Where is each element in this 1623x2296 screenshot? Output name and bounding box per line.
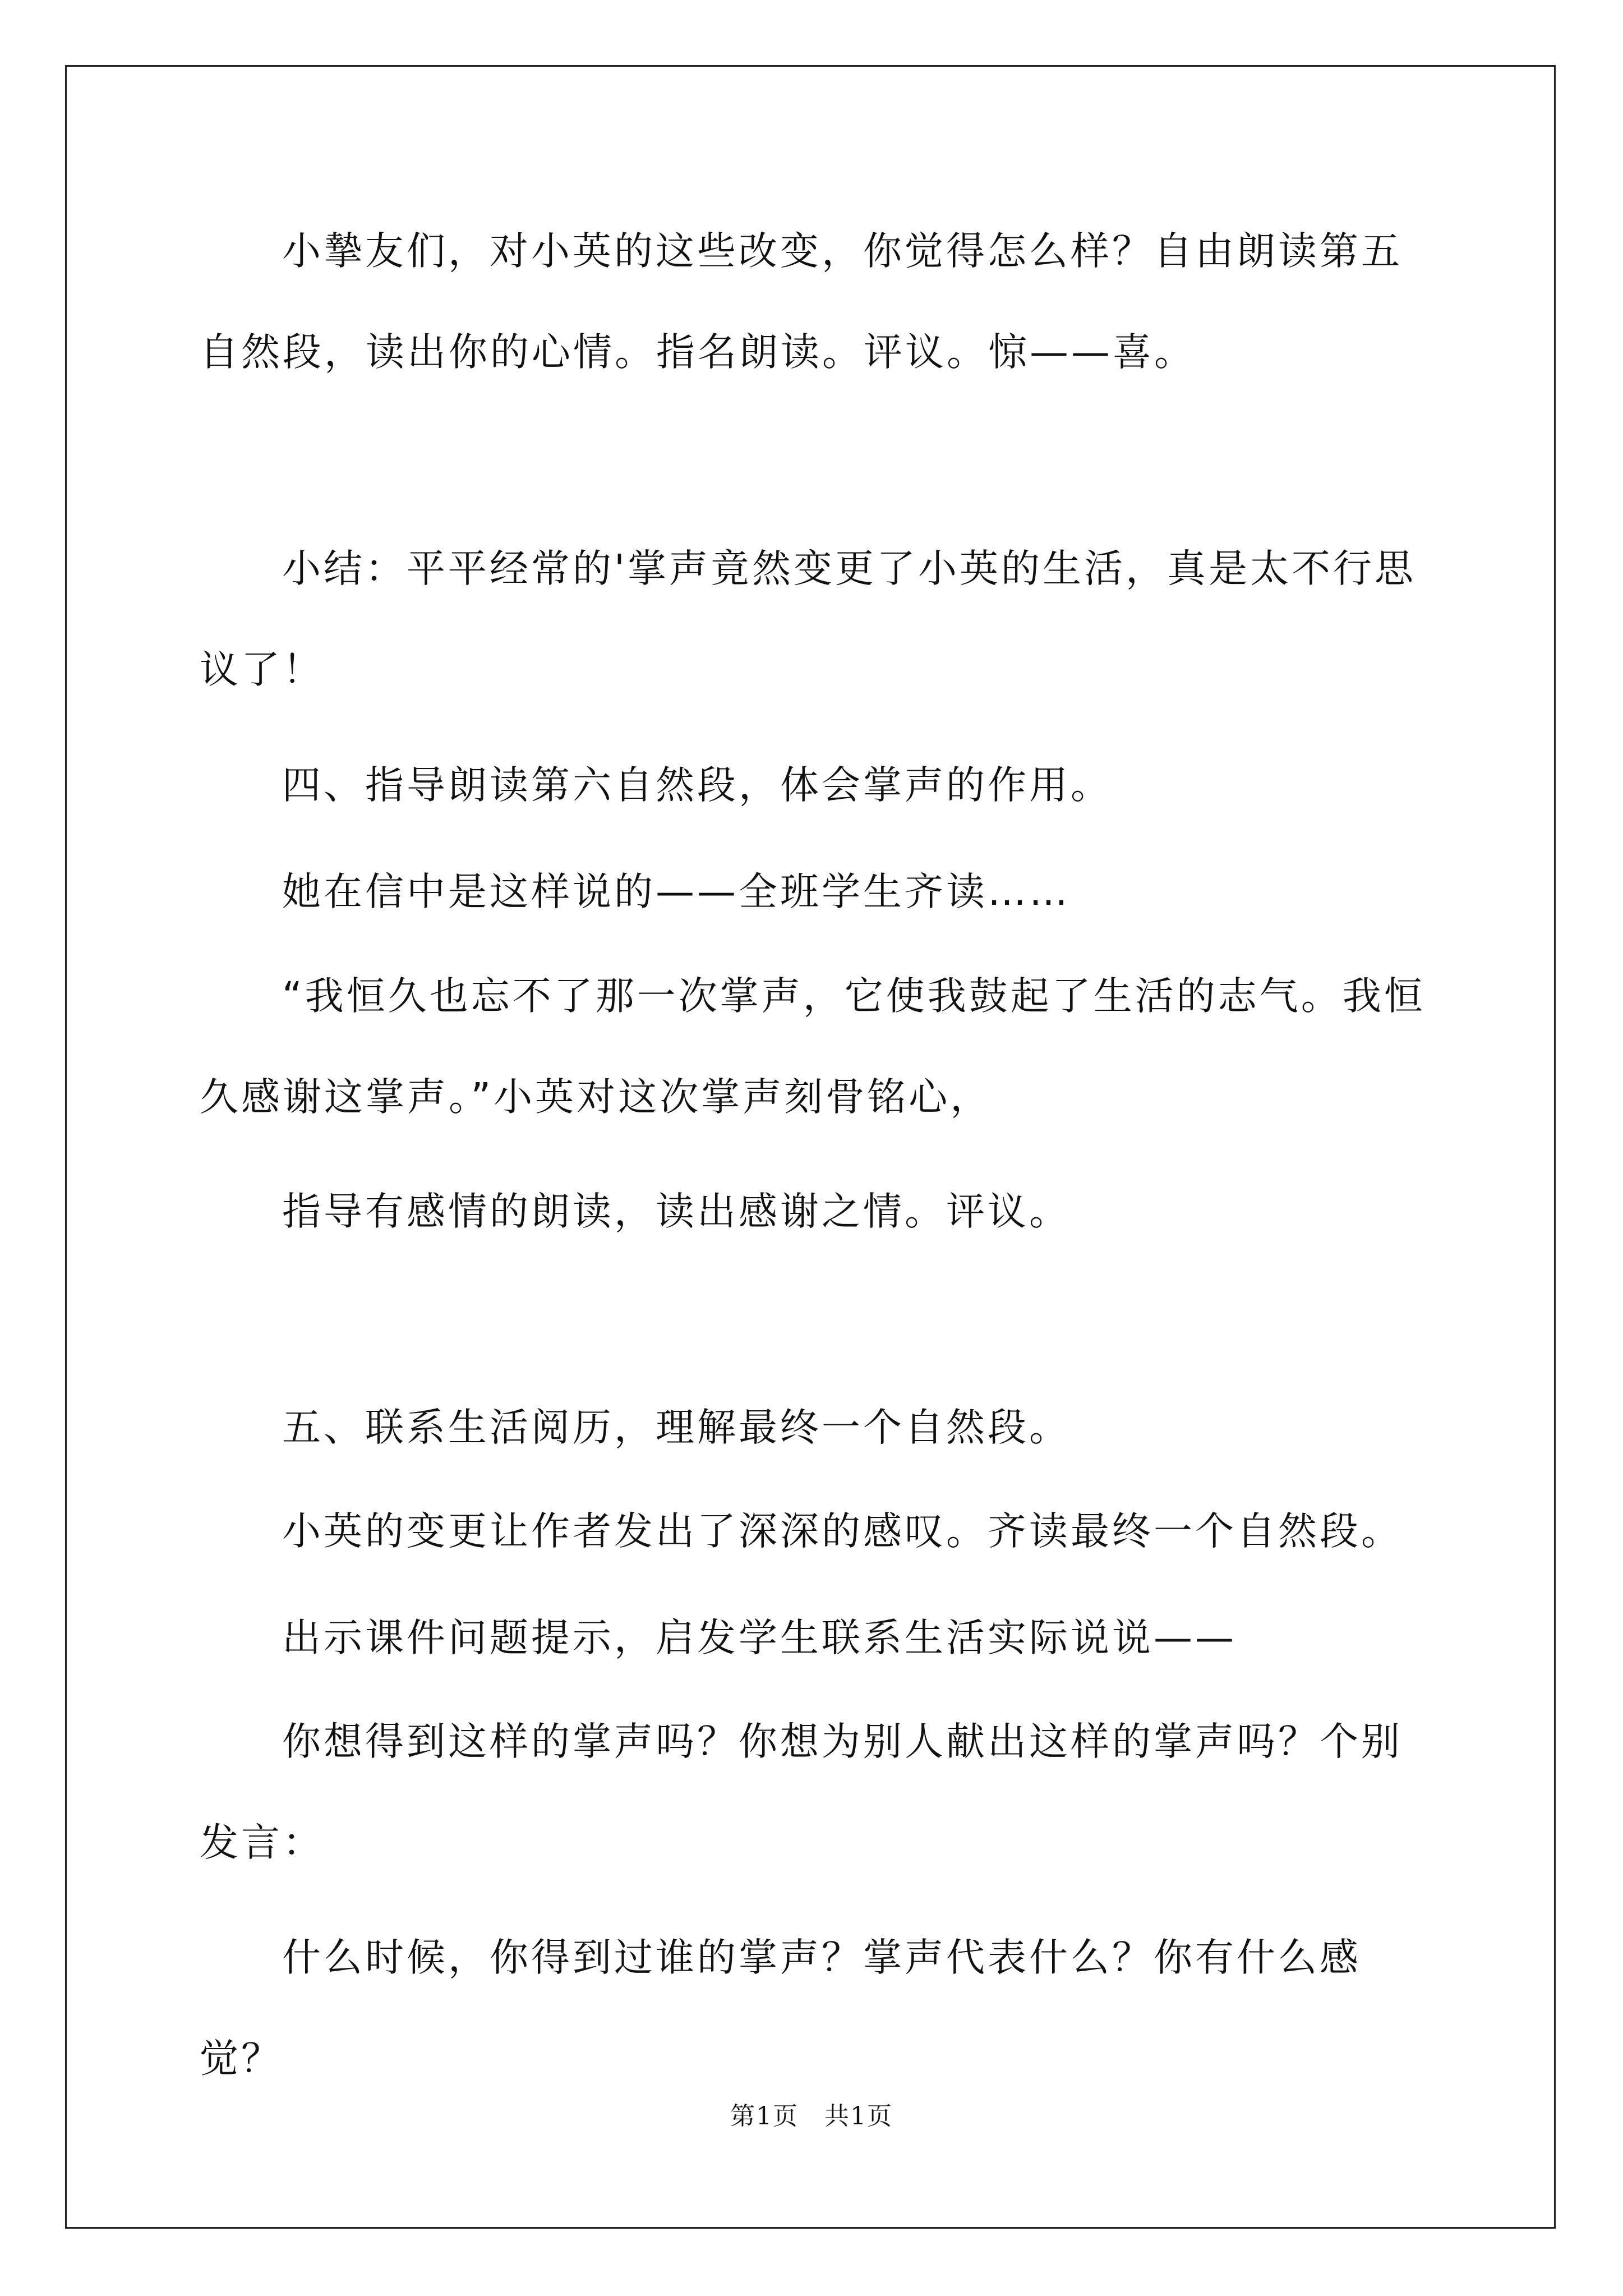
paragraph-1: 小摯友们，对小英的这些改变，你觉得怎么样？自由朗读第五自然段，读出你的心情。指名朗读。评议。惊——喜。	[200, 229, 1403, 375]
paragraph-10: 你想得到这样的掌声吗？你想为别人献出这样的掌声吗？个别发言：	[200, 1719, 1403, 1865]
paragraph-8: 小英的变更让作者发出了深深的感叹。齐读最终一个自然段。	[282, 1509, 1403, 1554]
paragraph-5: “我恒久也忘不了那一次掌声，它使我鼓起了生活的志气。我恒久感谢这掌声。”小英对这次掌声刻骨铭心，	[200, 974, 1426, 1120]
paragraph-2: 小结：平平经常的'掌声竟然变更了小英的生活，真是太不行思议了！	[200, 546, 1416, 692]
paragraph-6: 指导有感情的朗读，读出感谢之情。评议。	[282, 1189, 1071, 1234]
paragraph-11: 什么时候，你得到过谁的掌声？掌声代表什么？你有什么感觉？	[200, 1935, 1361, 2081]
paragraph-7: 五、联系生活阅历，理解最终一个自然段。	[282, 1405, 1071, 1450]
paragraph-9: 出示课件问题提示，启发学生联系生活实际说说——	[282, 1616, 1237, 1660]
page-number-footer: 第1页 共1页	[730, 2102, 893, 2131]
paragraph-3: 四、指导朗读第六自然段，体会掌声的作用。	[282, 763, 1112, 808]
paragraph-4: 她在信中是这样说的——全班学生齐读……	[282, 869, 1071, 914]
